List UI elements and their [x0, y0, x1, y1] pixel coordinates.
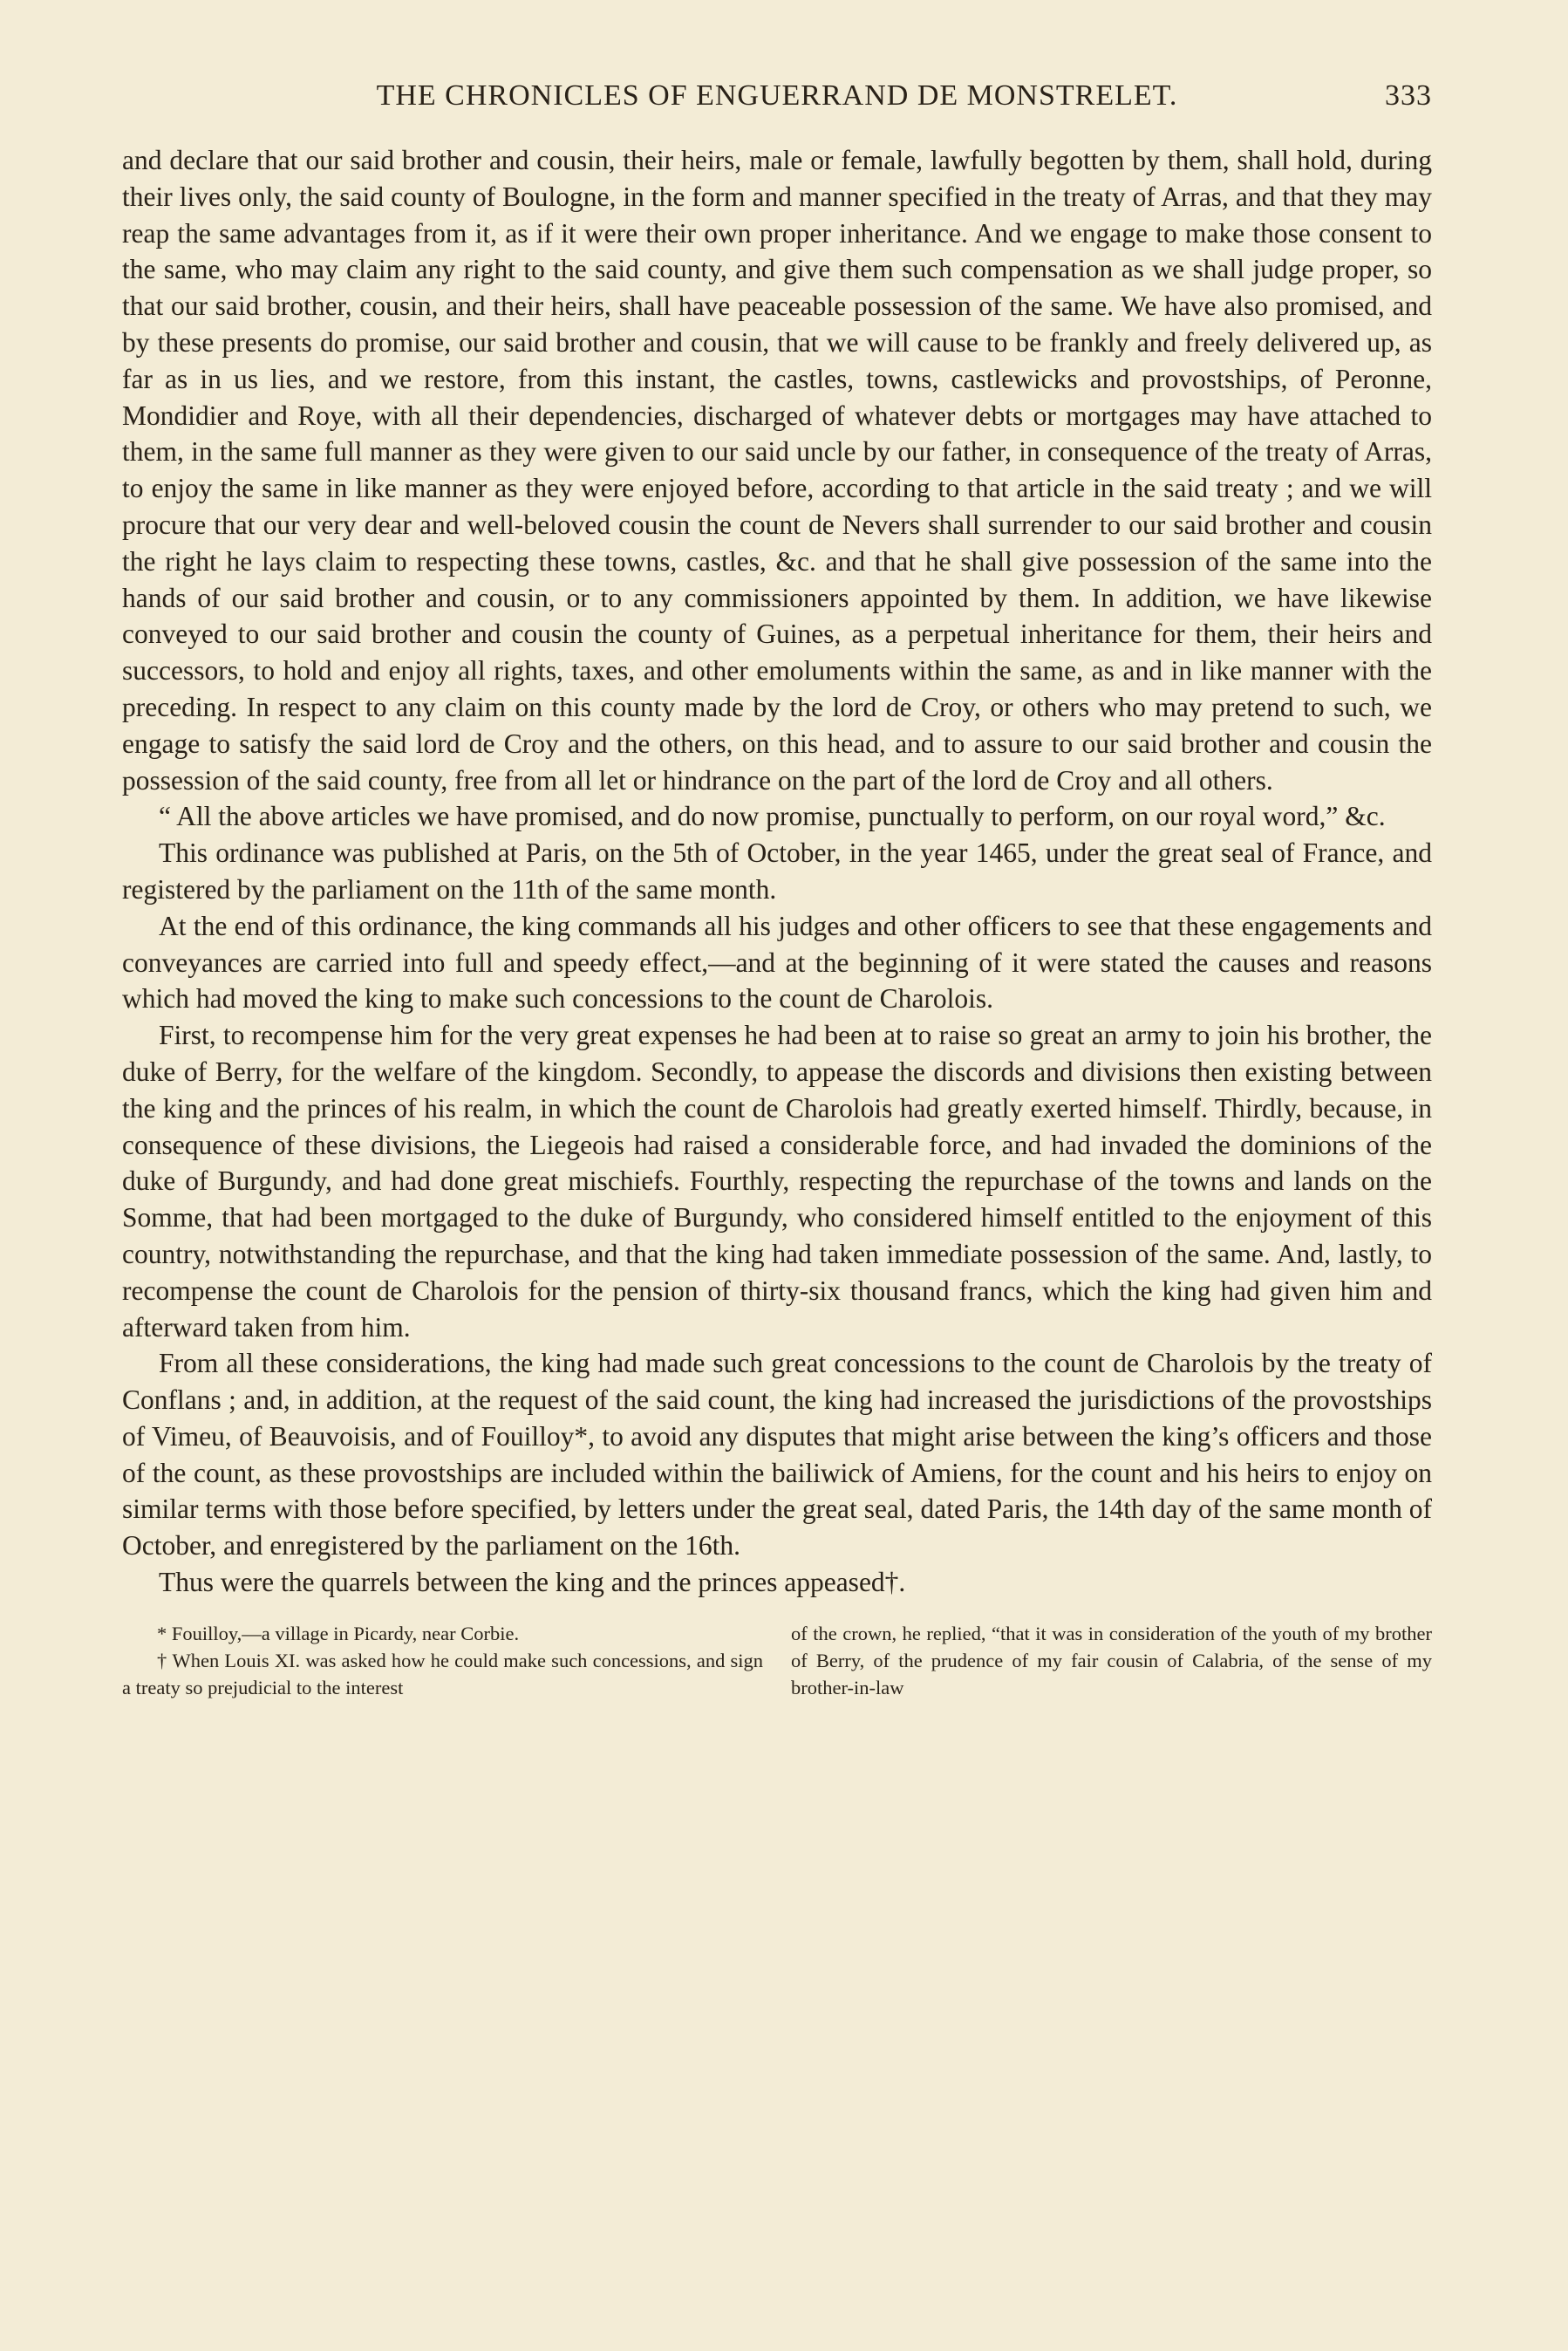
paragraph: and declare that our said brother and cousin, their heirs, male or female, lawfully begotten by them, shall hold, during their lives only, the said county of Boulogne, in the form and manner specified in the treaty of Arras, and that they may reap the same advantages from it, as if it were their own proper inheritance. And we engage to make those consent to the same, who may claim any right to the said county, and give them such compensation as we shall judge proper, so that our said brother, cousin, and their heirs, shall have peaceable possession of the same. We have also promised, and by these presents do promise, our said brother and cousin, that we will cause to be frankly and freely delivered up, as far as in us lies, and we restore, from this instant, the castles, towns, castlewicks and provostships, of Peronne, Mondidier and Roye, with all their dependencies, discharged of whatever debts or mortgages may have attached to them, in the same full manner as they were given to our said uncle by our father, in consequence of the treaty of Arras, to enjoy the same in like manner as they were enjoyed before, according to that article in the said treaty ; and we will procure that our very dear and well-beloved cousin the count de Nevers shall surrender to our said brother and cousin the right he lays claim to respecting these towns, castles, &c. and that he shall give possession of the same into the hands of our said brother and cousin, or to any commissioners appointed by them. In addition, we have likewise conveyed to our said brother and cousin the county of Guines, as a perpetual inheritance for them, their heirs and successors, to hold and enjoy all rights, taxes, and other emoluments within the same, as and in like manner with the preceding. In respect to any claim on this county made by the lord de Croy, or others who may pretend to such, we engage to satisfy the said lord de Croy and the others, on this head, and to assure to our said brother and cousin the possession of the said county, free from all let or hindrance on the part of the lord de Croy and all others.	[122, 145, 1432, 796]
paragraph: Thus were the quarrels between the king and the princes appeased†.	[159, 1567, 906, 1598]
paragraph: From all these considerations, the king had made such great concessions to the count de Charolois by the treaty of Conflans ; and, in addition, at the request of the said count, the king had increased the jurisdictions of the provostships of Vimeu, of Beauvoisis, and of Fouilloy*, to avoid any disputes that might arise between the king’s officers and those of the count, as these provostships are included within the bailiwick of Amiens, for the count and his heirs to enjoy on similar terms with those before specified, by letters under the great seal, dated Paris, the 14th day of the same month of October, and enregistered by the parliament on the 16th.	[122, 1348, 1432, 1562]
paragraph: This ordinance was published at Paris, on the 5th of October, in the year 1465, under the great seal of France, and registered by the parliament on the 11th of the same month.	[122, 837, 1432, 905]
body-text	[122, 142, 1432, 1601]
paragraph: “ All the above articles we have promised, and do now promise, punctually to perform, on our royal word,” &c.	[159, 801, 1386, 832]
footnotes	[122, 1620, 1432, 1701]
footnote-column-left	[122, 1620, 763, 1701]
paragraph: At the end of this ordinance, the king commands all his judges and other officers to see that these engagements and conveyances are carried into full and speedy effect,—and at the beginning of it were stated the causes and reasons which had moved the king to make such concessions to the count de Charolois.	[122, 910, 1432, 1015]
running-head	[122, 74, 1432, 118]
running-title: THE CHRONICLES OF ENGUERRAND DE MONSTRELET.	[376, 79, 1178, 112]
book-page	[122, 74, 1432, 1701]
page-number: 333	[1385, 79, 1432, 112]
paragraph: First, to recompense him for the very great expenses he had been at to raise so great an army to join his brother, the duke of Berry, for the welfare of the kingdom. Secondly, to appease the discords and divisions then existing between the king and the princes of his realm, in which the count de Charolois had greatly exerted himself. Thirdly, because, in consequence of these divisions, the Liegeois had raised a considerable force, and had invaded the dominions of the duke of Burgundy, and had done great mischiefs. Fourthly, respecting the repurchase of the towns and lands on the Somme, that had been mortgaged to the duke of Burgundy, who considered himself entitled to the enjoyment of this country, notwithstanding the repurchase, and that the king had taken immediate possession of the same. And, lastly, to recompense the count de Charolois for the pension of thirty-six thousand francs, which the king had given him and afterward taken from him.	[122, 1020, 1432, 1343]
footnote-column-right	[791, 1620, 1432, 1701]
footnote-continuation: of the crown, he replied, “that it was in consideration of the youth of my brother of Berry, of the prudence of my fair cousin of Calabria, of the sense of my brother-in-law	[791, 1622, 1432, 1698]
footnote: † When Louis XI. was asked how he could make such concessions, and sign a treaty so prejudicial to the interest	[122, 1649, 763, 1698]
footnote: * Fouilloy,—a village in Picardy, near Corbie.	[157, 1622, 520, 1644]
